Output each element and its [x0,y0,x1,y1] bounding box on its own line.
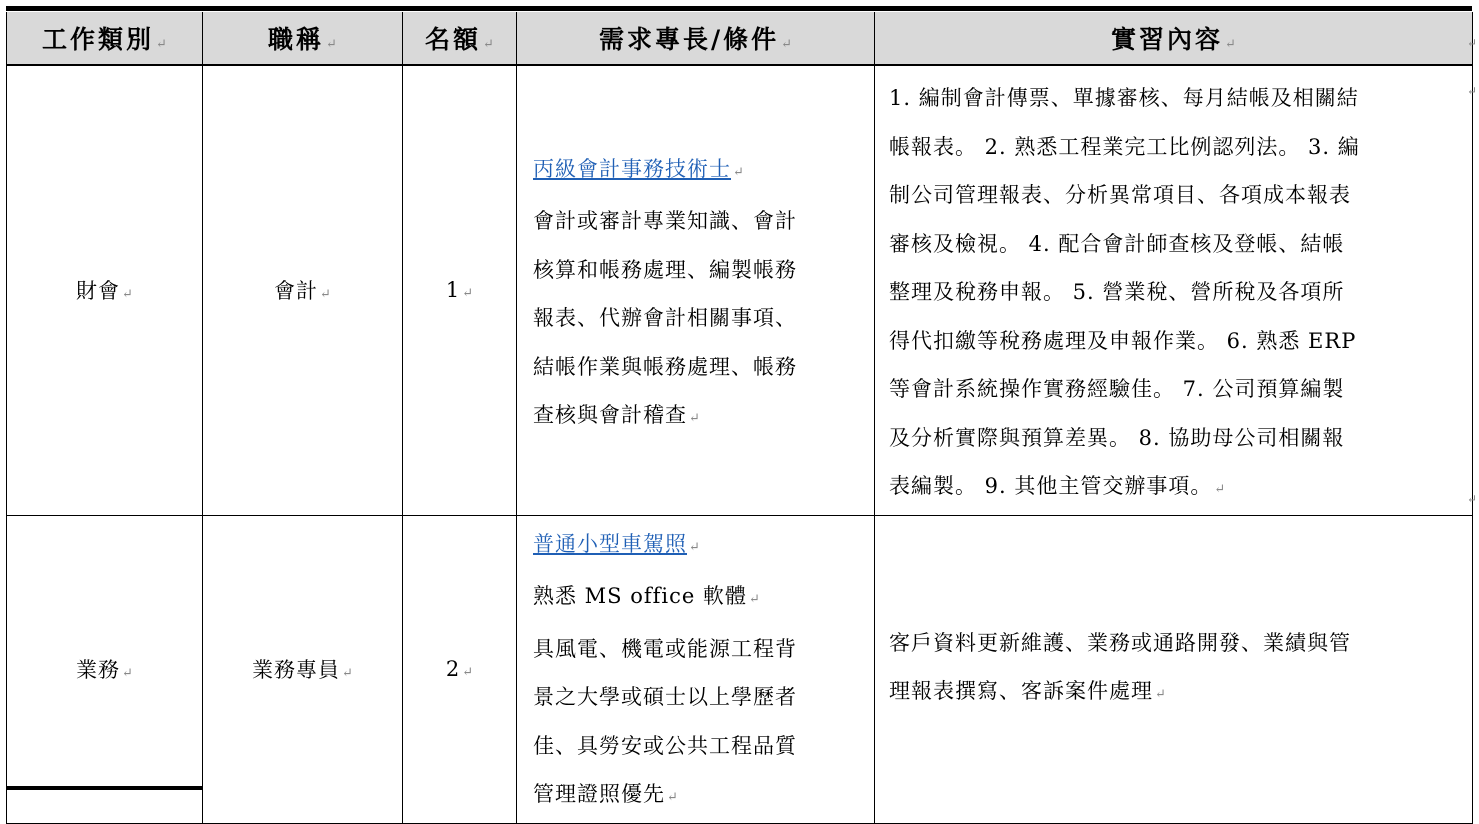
paragraph-mark: ↵ [1225,37,1236,52]
title-cell [203,65,403,515]
paragraph-mark: ↵ [462,665,474,680]
content-line: 等會計系統操作實務經驗佳。 7. 公司預算編製 [889,377,1345,401]
category-value: 業務 [76,658,121,682]
requirements-cell [517,515,875,823]
requirement-line: 景之大學或碩士以上學歷者 [533,685,797,709]
title-cell [203,515,403,823]
requirement-line: 報表、代辦會計相關事項、 [533,306,797,331]
paragraph-mark: ↵ [1155,687,1166,702]
paragraph-mark: ↵ [122,287,133,303]
requirement-line: 結帳作業與帳務處理、帳務 [533,354,797,379]
paragraph-mark: ↵ [689,411,700,427]
certificate-line [533,145,864,198]
certificate-line [533,520,864,573]
content-line: 及分析實際與預算差異。 8. 協助母公司相關報 [889,425,1345,450]
top-border-rule [6,6,1472,11]
paragraph-mark: ↵ [483,37,494,52]
content-line-text: 表編製。 9. 其他主管交辦事項。 [889,474,1213,498]
paragraph-mark: ↵ [667,790,678,805]
title-value: 會計 [274,279,319,304]
internship-table-container [6,6,1472,824]
row-end-mark: ↵ [1466,36,1477,50]
paragraph-mark: ↵ [1214,482,1226,497]
requirement-line [533,572,864,625]
internship-table [6,12,1473,824]
certificate-link[interactable]: 丙級會計事務技術士 [533,156,731,181]
header-category-label: 工作類別 [42,25,155,54]
table-row [7,65,1473,515]
requirement-line: 核算和帳務處理、編製帳務 [533,257,797,282]
content-cell [875,515,1473,823]
requirements-cell [517,65,875,515]
content-line: 1. 編制會計傳票、單據審核、每月結帳及相關結 [889,86,1359,110]
content-line: 整理及稅務申報。 5. 營業稅、營所稅及各項所 [889,280,1345,304]
category-value: 財會 [76,279,121,304]
requirement-line-text: 查核與會計稽查 [533,403,687,428]
paragraph-mark: ↵ [781,37,793,52]
quota-cell [403,515,517,823]
paragraph-mark: ↵ [749,592,760,607]
header-title [203,12,403,65]
row-end-mark: ↵ [1466,492,1477,506]
table-row [7,515,1473,823]
header-requirements [517,12,875,65]
header-content-label: 實習內容 [1111,25,1224,54]
content-line-text: 理報表撰寫、客訴案件處理 [889,679,1153,703]
paragraph-mark: ↵ [122,666,133,681]
content-line: 得代扣繳等稅務處理及申報作業。 6. 熟悉 ERP [889,328,1357,353]
bottom-border-rule [6,786,202,790]
header-category [7,12,203,65]
header-content [875,12,1473,65]
requirement-line: 具風電、機電或能源工程背 [533,636,797,661]
quota-value: 2 [445,657,461,681]
content-line-last [889,667,1462,720]
certificate-link[interactable]: 普通小型車駕照 [533,531,687,556]
requirement-line-text: 熟悉 MS office 軟體 [533,584,748,608]
content-line-last [889,462,1462,515]
row-end-mark: ↵ [1466,84,1477,98]
header-requirements-label: 需求專長/條件 [598,25,780,54]
paragraph-mark: ↵ [156,37,167,52]
paragraph-mark: ↵ [320,287,331,303]
requirement-line-last [533,391,864,444]
paragraph-mark: ↵ [733,164,744,180]
paragraph-mark: ↵ [326,37,337,52]
content-cell [875,65,1473,515]
requirement-line: 佳、具勞安或公共工程品質 [533,733,797,758]
paragraph-mark: ↵ [462,286,474,302]
requirement-line: 會計或審計專業知識、會計 [533,209,797,234]
quota-value: 1 [445,278,461,303]
content-line: 審核及檢視。 4. 配合會計師查核及登帳、結帳 [889,231,1345,256]
paragraph-mark: ↵ [689,539,700,555]
content-line: 制公司管理報表、分析異常項目、各項成本報表 [889,183,1351,207]
header-quota [403,12,517,65]
header-quota-label: 名額 [425,25,482,54]
category-cell [7,515,203,823]
content-line: 客戶資料更新維護、業務或通路開發、業績與管 [889,630,1351,655]
title-value: 業務專員 [252,658,341,682]
content-line: 帳報表。 2. 熟悉工程業完工比例認列法。 3. 編 [889,134,1360,159]
requirement-line-text: 管理證照優先 [533,782,665,806]
paragraph-mark: ↵ [342,666,353,681]
requirement-line-last [533,770,864,823]
quota-cell [403,65,517,515]
category-cell [7,65,203,515]
header-row [7,12,1473,65]
header-title-label: 職稱 [268,25,325,54]
